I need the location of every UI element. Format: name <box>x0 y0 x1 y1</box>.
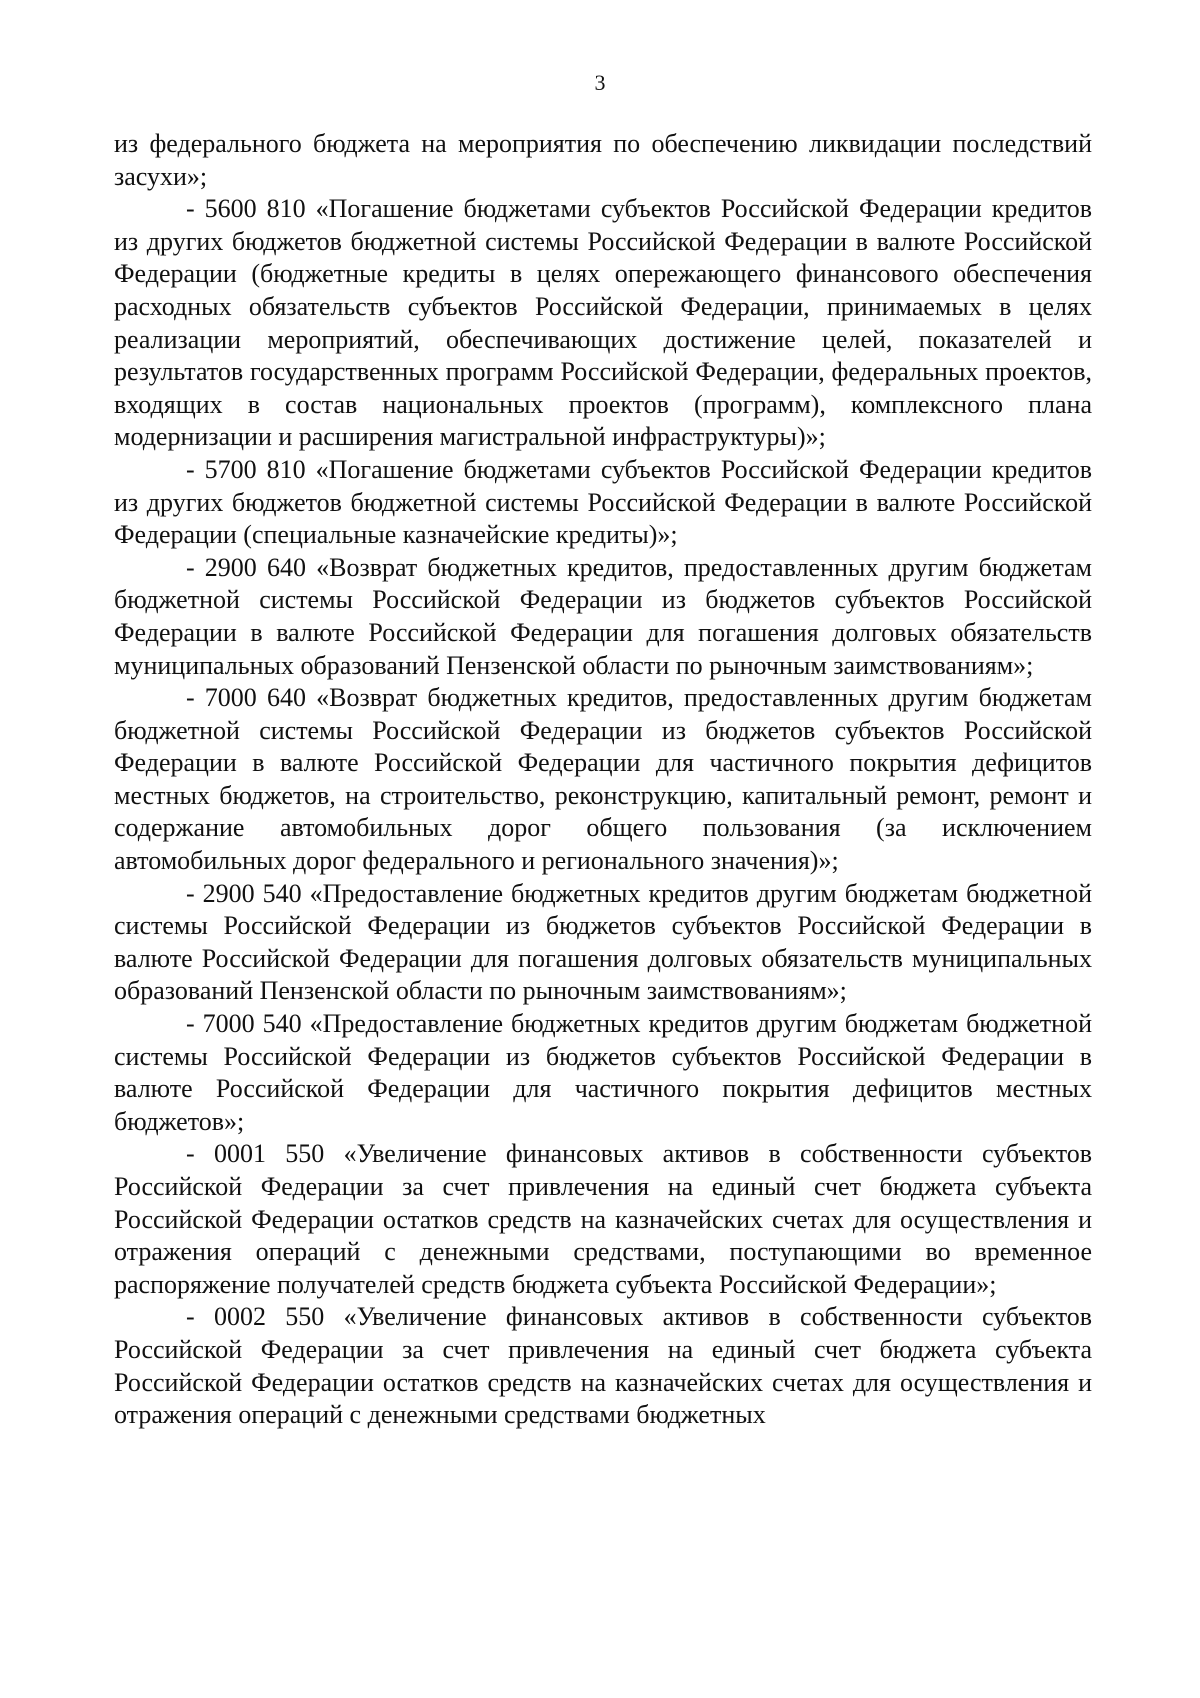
paragraph-7: - 7000 540 «Предоставление бюджетных кредитов другим бюджетам бюджетной системы Российской Федерации из бюджетов субъектов Российской Федерации в валюте Российской Федерации для частичного покрытия дефицитов местных бюджетов»; <box>114 1009 1092 1136</box>
document-body <box>114 128 1092 1432</box>
page-number: 3 <box>594 70 606 95</box>
paragraph-3: - 5700 810 «Погашение бюджетами субъектов Российской Федерации кредитов из других бюджетов бюджетной системы Российской Федерации в валюте Российской Федерации (специальные казначейские кредиты)»; <box>114 454 1092 550</box>
paragraph-9: - 0002 550 «Увеличение финансовых активов в собственности субъектов Российской Федерации за счет привлечения на единый счет бюджета субъекта Российской Федерации остатков средств на казначейских счетах для осуществления и отражения операций с денежными средствами бюджетных <box>114 1302 1092 1430</box>
paragraph-8: - 0001 550 «Увеличение финансовых активов в собственности субъектов Российской Федерации за счет привлечения на единый счет бюджета субъекта Российской Федерации остатков средств на казначейских счетах для осуществления и отражения операций с денежными средствами, поступающими во временное распоряжение получателей средств бюджета субъекта Российской Федерации»; <box>114 1139 1092 1299</box>
paragraph-2: - 5600 810 «Погашение бюджетами субъектов Российской Федерации кредитов из других бюджетов бюджетной системы Российской Федерации в валюте Российской Федерации (бюджетные кредиты в целях опережающего финансового обеспечения расходных обязательств субъектов Российской Федерации, принимаемых в целях реализации мероприятий, обеспечивающих достижение целей, показателей и результатов государственных программ Российской Федерации, федеральных проектов, входящих в состав национальных проектов (программ), комплексного плана модернизации и расширения магистральной инфраструктуры)»; <box>114 194 1092 452</box>
paragraph-1: из федерального бюджета на мероприятия по обеспечению ликвидации последствий засухи»; <box>114 129 1092 191</box>
paragraph-5: - 7000 640 «Возврат бюджетных кредитов, предоставленных другим бюджетам бюджетной системы Российской Федерации из бюджетов субъектов Российской Федерации в валюте Российской Федерации для частичного покрытия дефицитов местных бюджетов, на строительство, реконструкцию, капитальный ремонт, ремонт и содержание автомобильных дорог общего пользования (за исключением автомобильных дорог федерального и регионального значения)»; <box>114 683 1092 876</box>
paragraph-4: - 2900 640 «Возврат бюджетных кредитов, предоставленных другим бюджетам бюджетной системы Российской Федерации из бюджетов субъектов Российской Федерации в валюте Российской Федерации для погашения долговых обязательств муниципальных образований Пензенской области по рыночным заимствованиям»; <box>114 552 1092 680</box>
paragraph-6: - 2900 540 «Предоставление бюджетных кредитов другим бюджетам бюджетной системы Российской Федерации из бюджетов субъектов Российской Федерации в валюте Российской Федерации для погашения долговых обязательств муниципальных образований Пензенской области по рыночным заимствованиям»; <box>114 878 1092 1006</box>
